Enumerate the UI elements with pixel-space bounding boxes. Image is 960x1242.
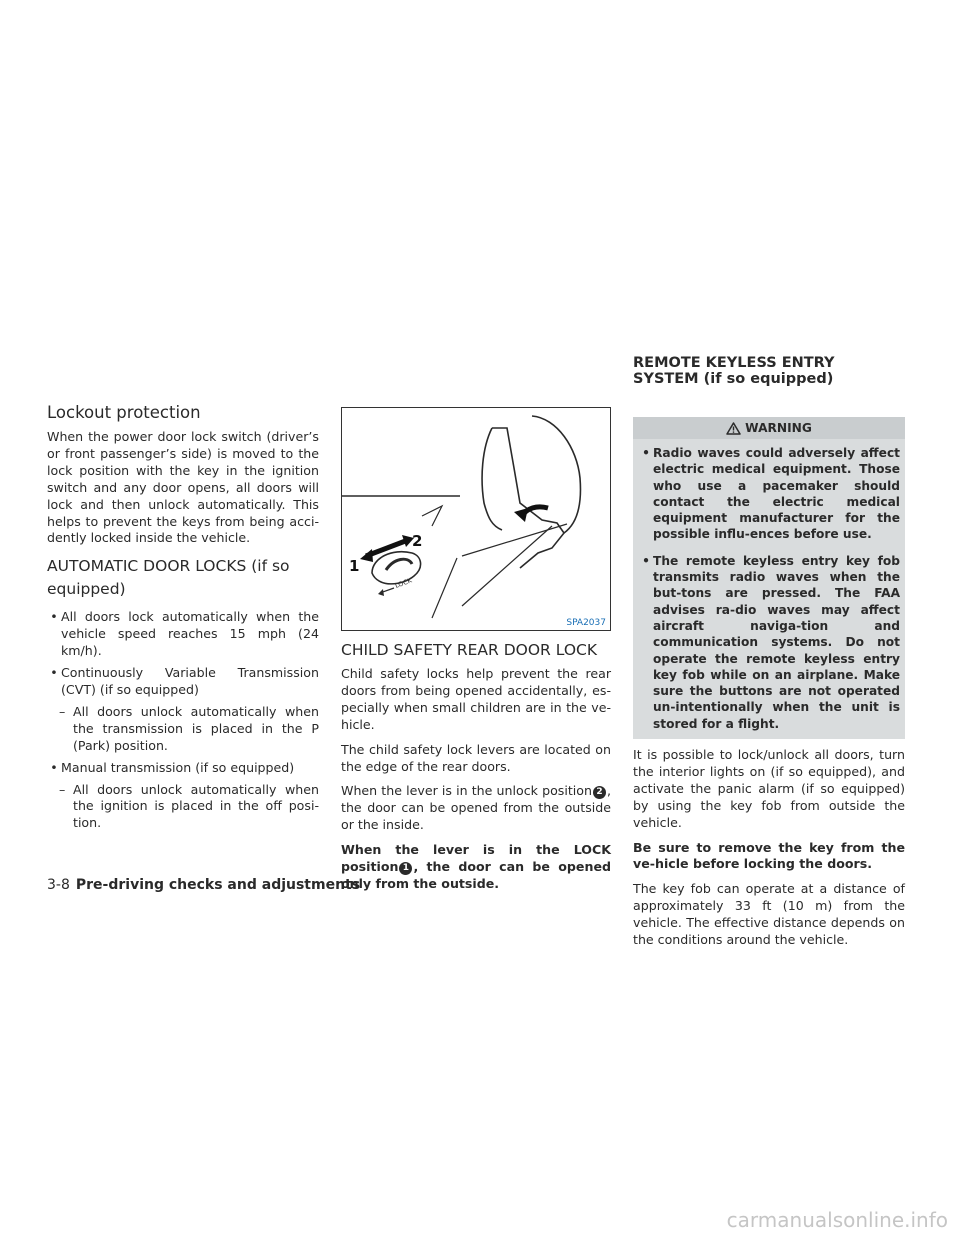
dash-mark: –: [59, 703, 66, 719]
warning-header: [633, 417, 905, 439]
list-item-text: Manual transmission (if so equipped): [61, 759, 295, 775]
door-lock-drawing: [342, 408, 610, 630]
warning-item: [639, 445, 900, 543]
auto-door-locks-heading: AUTOMATIC DOOR LOCKS (if so equipped): [47, 557, 290, 599]
page-footer: [47, 877, 360, 893]
right-column: [633, 355, 905, 949]
warning-label: WARNING: [745, 421, 812, 435]
sub-list-item-text: All doors unlock automatically when the transmission is placed in the P (Park) position.: [73, 703, 319, 753]
sub-list-item: [47, 704, 319, 755]
child-safety-para-2: The child safety lock levers are located on the edge of the rear doors.: [341, 741, 611, 774]
keyfob-para-3: The key fob can operate at a distance of approximately 33 ft (10 m) from the vehicle. The effective distance depends on the conditions around the vehicle.: [633, 881, 905, 948]
para-3-text-a: When the lever is in the unlock position: [341, 783, 592, 799]
page-number: 3-8: [47, 877, 70, 893]
sub-list-item: [47, 782, 319, 833]
para-4-text-b: , the door can be opened only from the outside.: [341, 859, 611, 891]
bullet-mark: •: [642, 446, 650, 460]
sub-list-item-text: All doors unlock automatically when the ignition is placed in the off posi-tion.: [73, 781, 319, 831]
callout-2-badge: 2: [593, 786, 606, 799]
child-safety-para-4: [341, 842, 611, 893]
child-lock-illustration: [341, 407, 611, 631]
left-column: [47, 403, 319, 832]
child-safety-heading: CHILD SAFETY REAR DOOR LOCK: [341, 641, 598, 659]
list-item: [47, 760, 319, 777]
warning-item-text: The remote keyless entry key fob transmits radio waves when the but-tons are pressed. The FAA advises ra-dio waves may affect aircraft naviga-tion and communication systems. Do not operate the remote keyless entry key fob while on an airplane. Make sure the buttons are not operated un-intentionally when the unit is stored for a flight.: [653, 553, 900, 731]
warning-item: [639, 553, 900, 732]
bullet-mark: •: [50, 759, 58, 775]
bullet-mark: •: [50, 665, 58, 681]
figure-callout-1: 1: [349, 557, 360, 575]
section-title: REMOTE KEYLESS ENTRY SYSTEM (if so equipped): [633, 355, 835, 387]
child-safety-para-1: Child safety locks help prevent the rear doors from being opened accidentally, es-pecially when small children are in the ve-hicle.: [341, 666, 611, 732]
bullet-mark: •: [642, 553, 650, 568]
lockout-heading: Lockout protection: [47, 403, 201, 422]
warning-triangle-icon: [726, 422, 741, 435]
figure-code: SPA2037: [566, 618, 606, 628]
figure-callout-2: 2: [412, 532, 423, 550]
warning-box: [633, 417, 905, 739]
chapter-title: Pre-driving checks and adjustments: [75, 877, 361, 893]
watermark: carmanualsonline.info: [726, 1208, 948, 1232]
list-item-text: Continuously Variable Transmission (CVT) (if so equipped): [61, 665, 319, 697]
list-item: [47, 609, 319, 660]
lockout-paragraph: When the power door lock switch (driver’s or front passenger’s side) is moved to the lock position with the key in the ignition switch and any door opens, all doors will lock and then unlock automatically. This helps to prevent the keys from being acci-dently locked inside the vehicle.: [47, 429, 319, 546]
warning-item-text: Radio waves could adversely affect electric medical equipment. Those who use a pacemaker should contact the electric medical equipment manufacturer for the possible influ-ences before use.: [653, 446, 900, 542]
list-item: [47, 665, 319, 699]
para-3-text-b: , the door can be opened from the outside or the inside.: [341, 783, 611, 833]
para-4-text-a: When the lever is in the LOCK position: [341, 842, 611, 875]
callout-1-badge: 1: [399, 862, 412, 875]
dash-mark: –: [59, 781, 66, 797]
child-safety-para-3: [341, 783, 611, 834]
lock-label: LOCK: [393, 576, 413, 590]
middle-column: [341, 407, 611, 893]
bullet-mark: •: [50, 609, 58, 625]
keyfob-para-1: It is possible to lock/unlock all doors, turn the interior lights on (if so equipped), and activate the panic alarm (if so equipped) by using the key fob from outside the vehicle.: [633, 747, 905, 830]
keyfob-para-2: Be sure to remove the key from the ve-hicle before locking the doors.: [633, 839, 905, 872]
list-item-text: All doors lock automatically when the vehicle speed reaches 15 mph (24 km/h).: [61, 609, 319, 659]
